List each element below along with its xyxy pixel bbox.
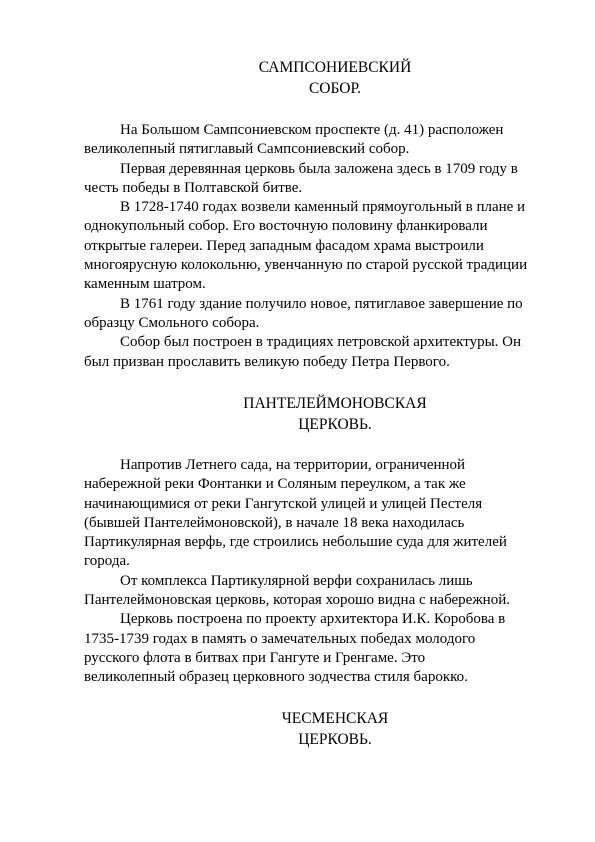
heading-sampsonievsky-sobor xyxy=(0,57,595,99)
paragraph: Напротив Летнего сада, на территории, ограниченной набережной реки Фонтанки и Соляным переулком, а так же начинающимися от реки Гангутской улицей и улицей Пестеля (бывшей Пантелеймоновской), в начале 18 века находилась Партикулярная верфь, где строились небольшие суда для жителей города. xyxy=(84,457,507,570)
paragraph: На Большом Сампсониевском проспекте (д. 41) расположен великолепный пятиглавый Сампсониевский собор. xyxy=(84,122,504,158)
paragraph: В 1761 году здание получило новое, пятиглавое завершение по образцу Смольного собора. xyxy=(84,295,523,331)
section-body-panteleimonovskaya xyxy=(84,456,554,688)
heading-line: САМПСОНИЕВСКИЙ xyxy=(258,59,412,76)
heading-line: ЦЕРКОВЬ. xyxy=(298,731,372,748)
paragraph: Церковь построена по проекту архитектора И.К. Коробова в 1735-1739 годах в память о замечательных победах молодого русского флота в битвах при Гангуте и Гренгаме. Это великолепный образец церковного зодчества стиля барокко. xyxy=(84,611,506,686)
heading-line: СОБОР. xyxy=(308,80,362,97)
paragraph: От комплекса Партикулярной верфи сохранилась лишь Пантелеймоновская церковь, которая хорошо видна с набережной. xyxy=(84,572,510,609)
heading-chesmenskaya-tserkov xyxy=(0,708,595,750)
section-body-sampsonievsky xyxy=(84,121,554,372)
paragraph: Собор был построен в традициях петровской архитектуры. Он был призван прославить великую победу Петра Первого. xyxy=(84,334,522,370)
heading-line: ЦЕРКОВЬ. xyxy=(298,416,372,433)
heading-line: ПАНТЕЛЕЙМОНОВСКАЯ xyxy=(243,395,427,412)
paragraph: В 1728-1740 годах возвели каменный прямоугольный в плане и однокупольный собор. Его восточную половину фланкировали открытые галереи. Перед западным фасадом храма выстроили многоярусную колокольню, увенчанную по старой русской традиции каменным шатром. xyxy=(84,199,528,293)
heading-line: ЧЕСМЕНСКАЯ xyxy=(281,710,389,727)
heading-panteleimonovskaya-tserkov xyxy=(0,393,595,435)
paragraph: Первая деревянная церковь была заложена здесь в 1709 году в честь победы в Полтавской битве. xyxy=(84,160,518,196)
